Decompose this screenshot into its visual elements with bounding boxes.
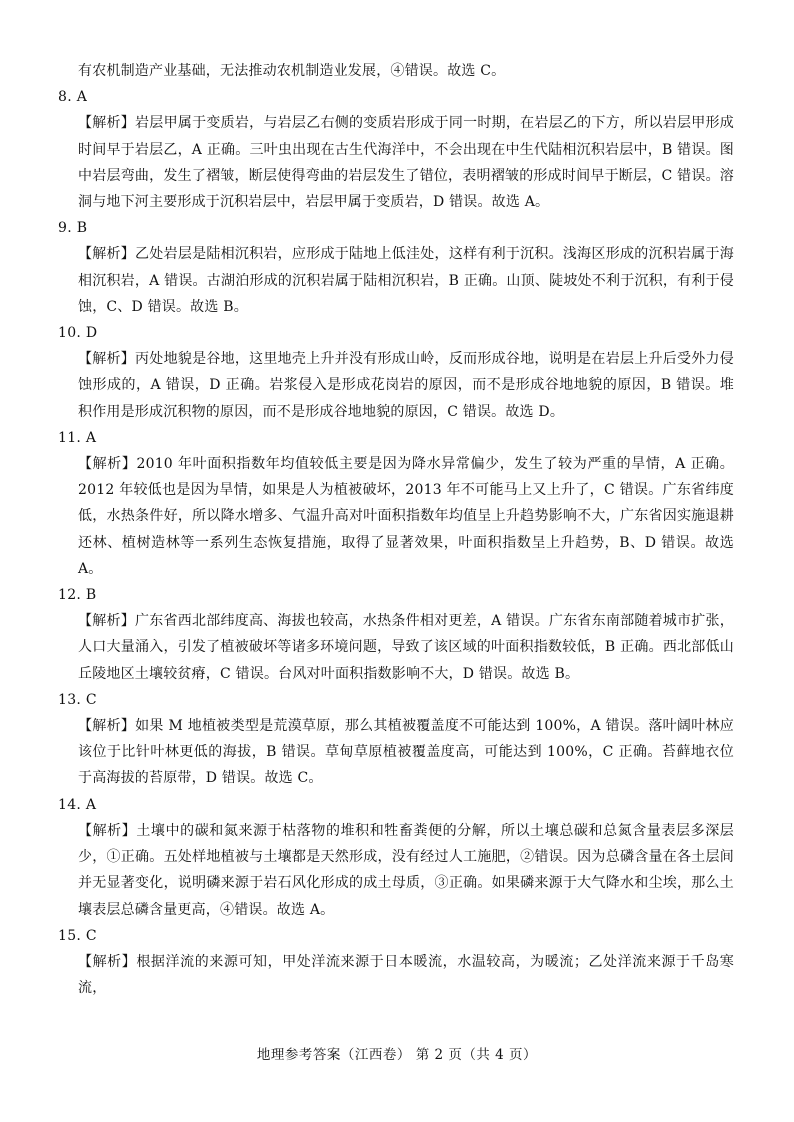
question-8	[58, 84, 734, 215]
question-number: 15. C	[58, 927, 97, 944]
question-number: 10. D	[58, 325, 98, 342]
question-number: 8. A	[58, 89, 88, 106]
question-analysis: 【解析】2010 年叶面积指数年均值较低主要是因为降水异常偏少，发生了较为严重的旱情，A 正确。2012 年较低也是因为旱情，如果是人为植被破坏，2013 年不可能马上又上升了，C 错误。广东省纬度低，水热条件好，所以降水增多、气温升高对叶面积指数年均值呈上升趋势影响不大，广东省因实施退耕还林、植树造林等一系列生态恢复措施，取得了显著效果，叶面积指数呈上升趋势，B、D 错误。故选 A。	[78, 456, 734, 577]
question-analysis: 【解析】根据洋流的来源可知，甲处洋流来源于日本暖流，水温较高，为暖流；乙处洋流来源于千岛寒流，	[78, 953, 734, 997]
question-13	[58, 687, 734, 792]
question-analysis: 【解析】丙处地貌是谷地，这里地壳上升并没有形成山岭，反而形成谷地，说明是在岩层上升后受外力侵蚀形成的，A 错误，D 正确。岩浆侵入是形成花岗岩的原因，而不是形成谷地地貌的原因，B 错误。堆积作用是形成沉积物的原因，而不是形成谷地地貌的原因，C 错误。故选 D。	[78, 351, 734, 420]
continuation-text: 有农机制造产业基础，无法推动农机制造业发展，④错误。故选 C。	[78, 63, 506, 79]
question-number: 9. B	[58, 220, 88, 237]
question-analysis: 【解析】乙处岩层是陆相沉积岩，应形成于陆地上低洼处，这样有利于沉积。浅海区形成的沉积岩属于海相沉积岩，A 错误。古湖泊形成的沉积岩属于陆相沉积岩，B 正确。山顶、陡坡处不利于沉积，有利于侵蚀，C、D 错误。故选 B。	[78, 246, 734, 315]
question-analysis: 【解析】广东省西北部纬度高、海拔也较高，水热条件相对更差，A 错误。广东省东南部随着城市扩张，人口大量涌入，引发了植被破坏等诸多环境问题，导致了该区域的叶面积指数较低，B 正确。西北部低山丘陵地区土壤较贫瘠，C 错误。台风对叶面积指数影响不大，D 错误。故选 B。	[78, 613, 734, 682]
question-number: 13. C	[58, 691, 97, 708]
question-11	[58, 425, 734, 582]
question-10	[58, 320, 734, 425]
question-analysis: 【解析】岩层甲属于变质岩，与岩层乙右侧的变质岩形成于同一时期，在岩层乙的下方，所以岩层甲形成时间早于岩层乙，A 正确。三叶虫出现在古生代海洋中，不会出现在中生代陆相沉积岩层中，B 错误。图中岩层弯曲，发生了褶皱，断层使得弯曲的岩层发生了错位，表明褶皱的形成时间早于断层，C 错误。溶洞与地下河主要形成于沉积岩层中，岩层甲属于变质岩，D 错误。故选 A。	[78, 115, 734, 211]
question-analysis: 【解析】土壤中的碳和氮来源于枯落物的堆积和牲畜粪便的分解，所以土壤总碳和总氮含量表层多深层少，①正确。五处样地植被与土壤都是天然形成，没有经过人工施肥，②错误。因为总磷含量在各土层间并无显著变化，说明磷来源于岩石风化形成的成土母质，③正确。如果磷来源于大气降水和尘埃，那么土壤表层总磷含量更高，④错误。故选 A。	[78, 822, 734, 918]
question-number: 12. B	[58, 587, 97, 604]
question-number: 14. A	[58, 796, 97, 813]
question-12	[58, 582, 734, 687]
question-analysis: 【解析】如果 M 地植被类型是荒漠草原，那么其植被覆盖度不可能达到 100%，A 错误。落叶阔叶林应该位于比针叶林更低的海拔，B 错误。草甸草原植被覆盖度高，可能达到 100%，C 正确。苔藓地衣位于高海拔的苔原带，D 错误。故选 C。	[78, 718, 734, 787]
question-15	[58, 923, 734, 1002]
answer-content	[58, 58, 734, 1001]
question-14	[58, 792, 734, 923]
question-9	[58, 215, 734, 320]
question-number: 11. A	[58, 429, 97, 446]
page-footer: 地理参考答案（江西卷） 第 2 页（共 4 页）	[256, 1047, 538, 1063]
